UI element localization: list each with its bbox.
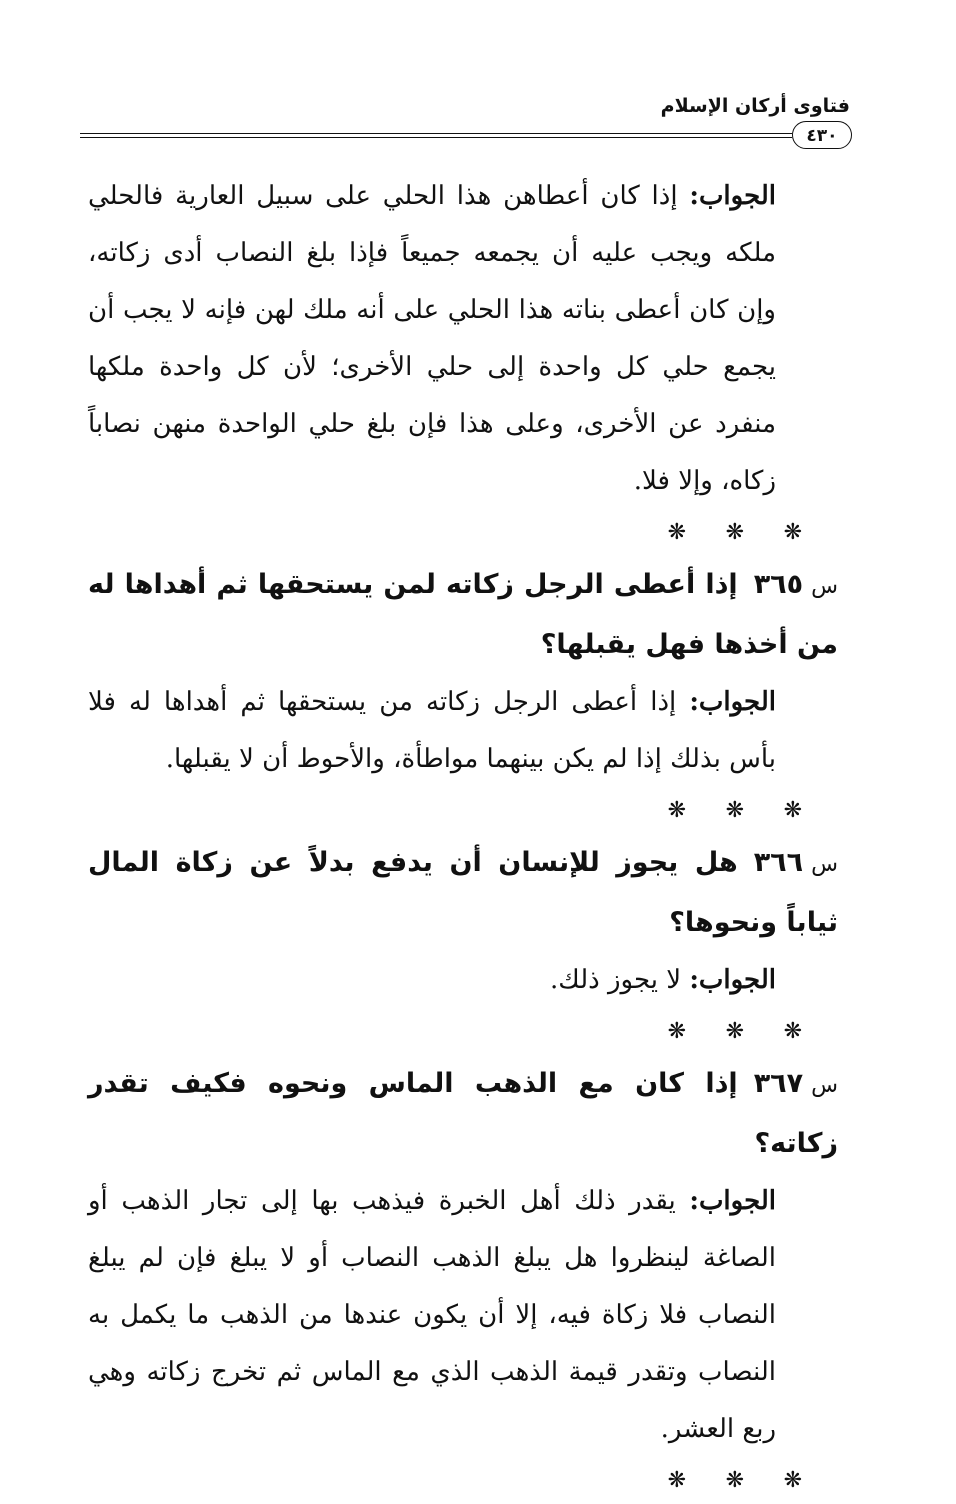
- answer-paragraph: [88, 168, 838, 510]
- page-number: ٤٣٠: [792, 121, 852, 149]
- separator-star: ❋: [783, 1019, 802, 1044]
- header-rule: [80, 133, 792, 138]
- answer-text: يقدر ذلك أهل الخبرة فيذهب بها إلى تجار الذهب أو الصاغة لينظروا هل يبلغ الذهب النصاب أو لا يبلغ فإن لم يبلغ النصاب فلا زكاة فيه، إلا أن يكون عندها من الذهب ما يكمل به النصاب وتقدر قيمة الذهب الذي مع الماس ثم تخرج زكاته وهي ربع العشر.: [88, 1186, 776, 1444]
- separator-star: ❋: [725, 520, 744, 545]
- question-text: هل يجوز للإنسان أن يدفع بدلاً عن زكاة المال ثياباً ونحوها؟: [88, 847, 838, 938]
- answer-label: الجواب:: [689, 1186, 777, 1216]
- answer-paragraph: [88, 1173, 838, 1458]
- answer-label: الجواب:: [689, 965, 776, 995]
- question-marker: س: [811, 574, 838, 599]
- question-number: ٣٦٧: [753, 1068, 804, 1099]
- separator-star: ❋: [667, 798, 686, 823]
- answer-label: الجواب:: [689, 181, 777, 211]
- separator-star: ❋: [667, 1019, 686, 1044]
- answer-paragraph: [88, 952, 838, 1009]
- book-title: فتاوى أركان الإسلام: [660, 95, 850, 117]
- separator-star: ❋: [667, 520, 686, 545]
- question-number: ٣٦٥: [753, 569, 804, 600]
- answer-text: إذا كان أعطاهن هذا الحلي على سبيل العارية فالحلي ملكه ويجب عليه أن يجمعه جميعاً فإذا بلغ النصاب أدى زكاته، وإن كان أعطى بناته هذا الحلي على أنه ملك لهن فإنه لا يجب أن يجمع حلي كل واحدة إلى حلي الأخرى؛ لأن كل واحدة ملكها منفرد عن الأخرى، وعلى هذا فإن بلغ حلي الواحدة منهن نصاباً زكاه، وإلا فلا.: [88, 181, 776, 496]
- section-separator: [88, 510, 838, 556]
- question-text: إذا أعطى الرجل زكاته لمن يستحقها ثم أهداها له من أخذها فهل يقبلها؟: [88, 569, 838, 660]
- question-marker: س: [811, 1073, 838, 1098]
- answer-paragraph: [88, 674, 838, 788]
- separator-star: ❋: [725, 1468, 744, 1493]
- question-366: [88, 834, 838, 952]
- page-content: [88, 168, 838, 1504]
- section-separator: [88, 1458, 838, 1504]
- question-365: [88, 556, 838, 674]
- answer-text: لا يجوز ذلك.: [550, 965, 682, 995]
- section-separator: [88, 1009, 838, 1055]
- question-367: [88, 1055, 838, 1173]
- separator-star: ❋: [783, 520, 802, 545]
- separator-star: ❋: [783, 798, 802, 823]
- question-number: ٣٦٦: [753, 847, 804, 878]
- page-header: [80, 95, 850, 155]
- answer-label: الجواب:: [689, 687, 776, 717]
- separator-star: ❋: [667, 1468, 686, 1493]
- separator-star: ❋: [725, 798, 744, 823]
- question-text: إذا كان مع الذهب الماس ونحوه فكيف تقدر زكاته؟: [88, 1068, 838, 1159]
- question-marker: س: [811, 852, 838, 877]
- section-separator: [88, 788, 838, 834]
- separator-star: ❋: [725, 1019, 744, 1044]
- separator-star: ❋: [783, 1468, 802, 1493]
- answer-text: إذا أعطى الرجل زكاته من يستحقها ثم أهداها له فلا بأس بذلك إذا لم يكن بينهما مواطأة، والأحوط أن لا يقبلها.: [88, 687, 776, 774]
